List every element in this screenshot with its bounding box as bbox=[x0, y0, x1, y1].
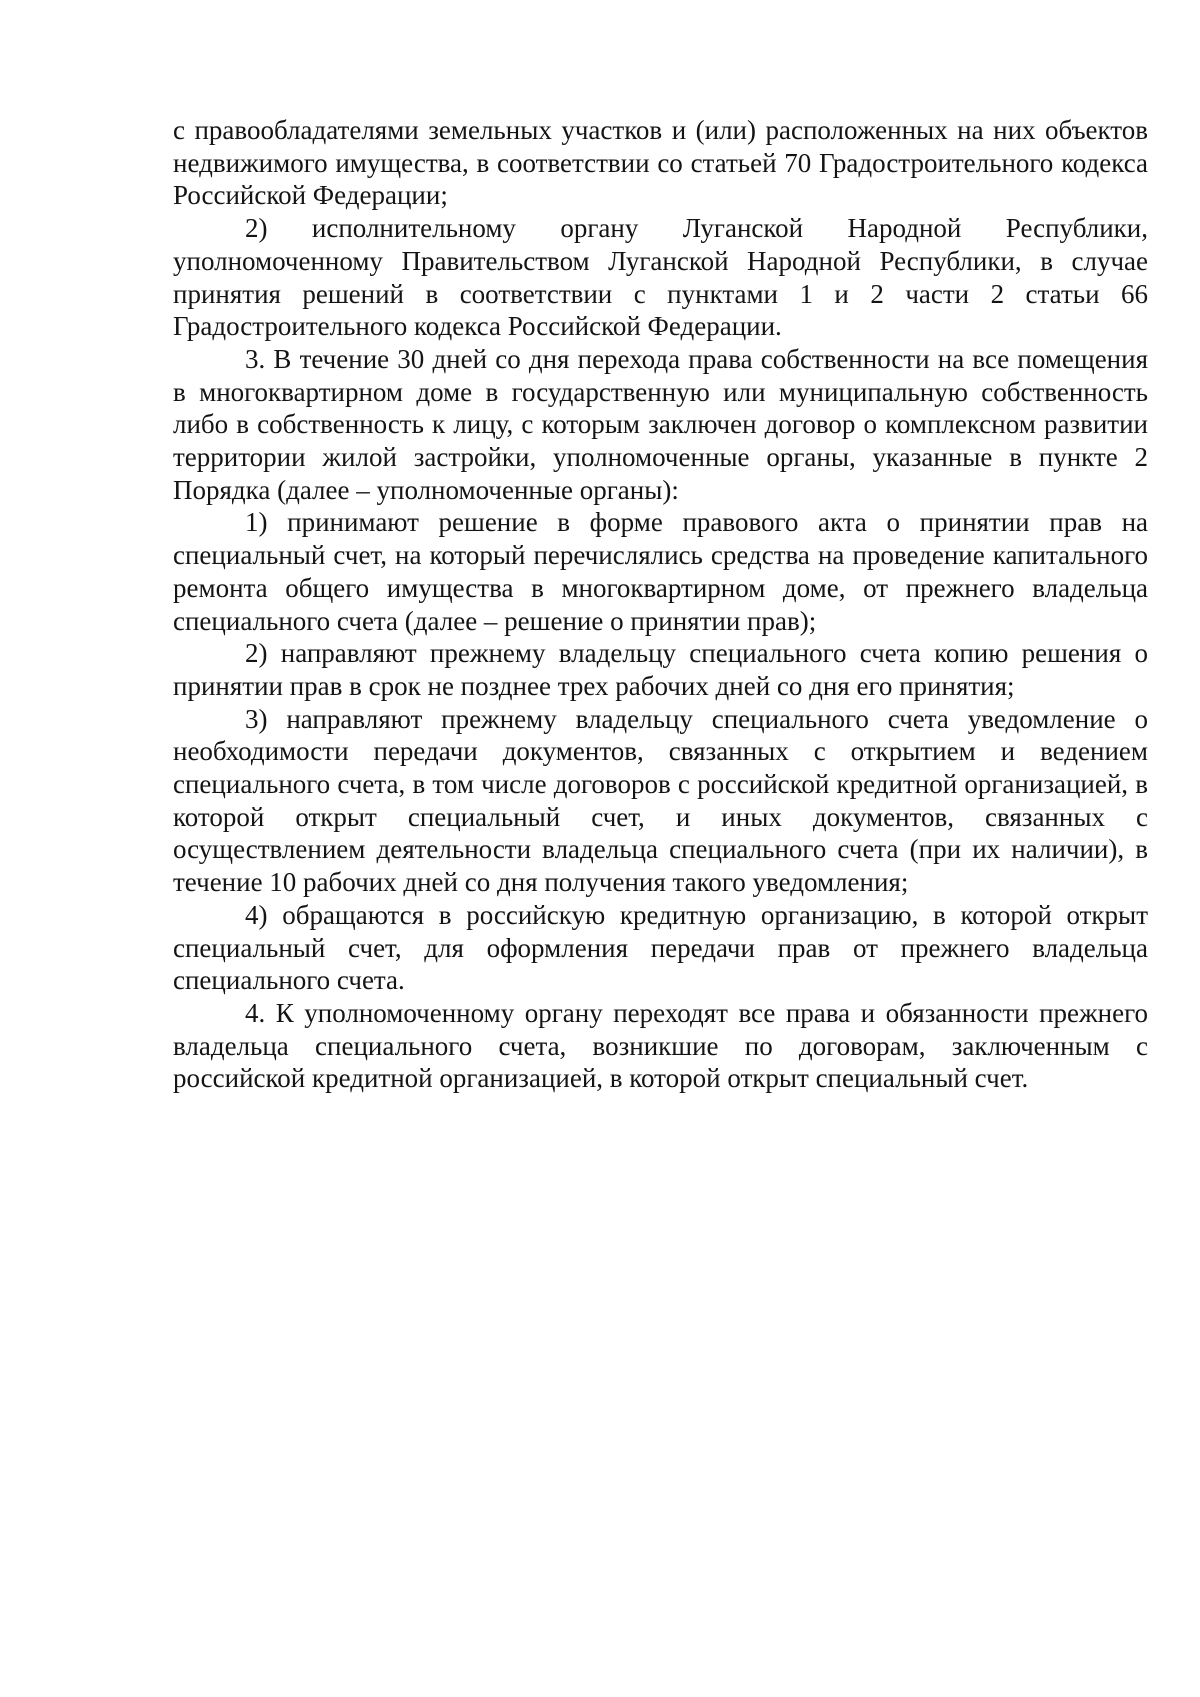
paragraph-subitem-4: 4) обращаются в российскую кредитную организацию, в которой открыт специальный счет, для оформления передачи прав от прежнего владельца специального счета. bbox=[173, 899, 1148, 996]
paragraph-subitem-3: 3) направляют прежнему владельцу специального счета уведомление о необходимости передачи документов, связанных с открытием и ведением специального счета, в том числе договоров с российской кредитной организацией, в которой открыт специальный счет, и иных документов, связанных с осуществлением деятельности владельца специального счета (при их наличии), в течение 10 рабочих дней со дня получения такого уведомления; bbox=[173, 703, 1148, 898]
paragraph-item-2: 2) исполнительному органу Луганской Народной Республики, уполномоченному Правительством Луганской Народной Республики, в случае принятия решений в соответствии с пунктами 1 и 2 части 2 статьи 66 Градостроительного кодекса Российской Федерации. bbox=[173, 213, 1148, 342]
paragraph-subitem-1: 1) принимают решение в форме правового акта о принятии прав на специальный счет, на который перечислялись средства на проведение капитального ремонта общего имущества в многоквартирном доме, от прежнего владельца специального счета (далее – решение о принятии прав); bbox=[173, 507, 1148, 636]
document-body bbox=[173, 114, 1148, 1095]
paragraph-continuation: с правообладателями земельных участков и (или) расположенных на них объектов недвижимого имущества, в соответствии со статьей 70 Градостроительного кодекса Российской Федерации; bbox=[173, 115, 1148, 211]
paragraph-section-4: 4. К уполномоченному органу переходят все права и обязанности прежнего владельца специального счета, возникшие по договорам, заключенным с российской кредитной организацией, в которой открыт специальный счет. bbox=[173, 997, 1148, 1094]
paragraph-subitem-2: 2) направляют прежнему владельцу специального счета копию решения о принятии прав в срок не позднее трех рабочих дней со дня его принятия; bbox=[173, 638, 1148, 701]
paragraph-section-3: 3. В течение 30 дней со дня перехода права собственности на все помещения в многоквартирном доме в государственную или муниципальную собственность либо в собственность к лицу, с которым заключен договор о комплексном развитии территории жилой застройки, уполномоченные органы, указанные в пункте 2 Порядка (далее – уполномоченные органы): bbox=[173, 343, 1148, 505]
